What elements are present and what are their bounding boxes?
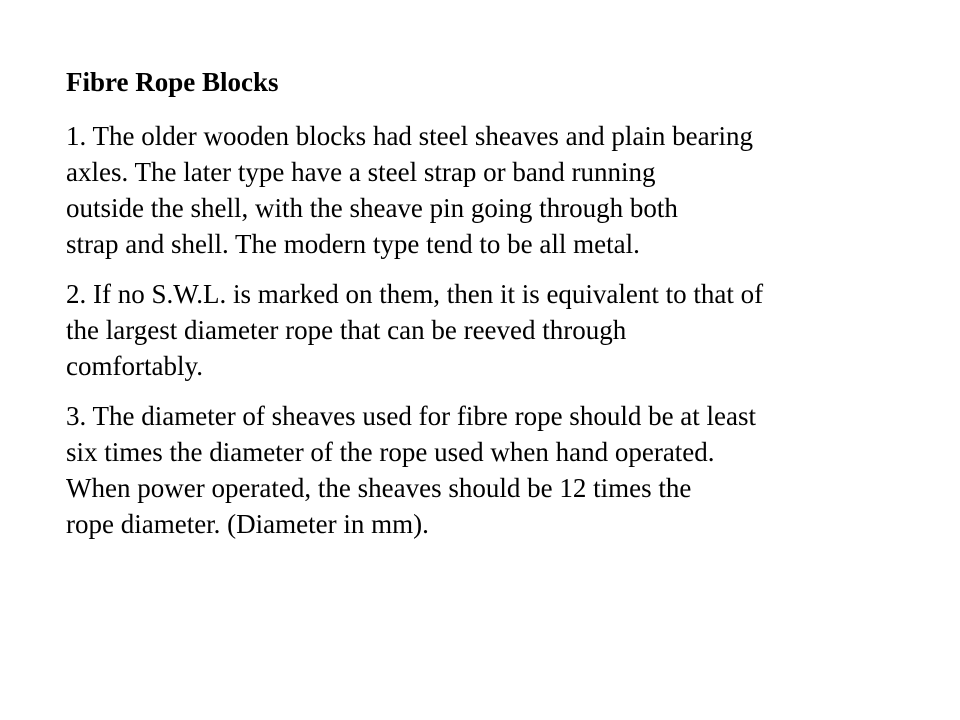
bullet-list xyxy=(66,118,946,556)
list-item-line: comfortably. xyxy=(66,351,203,381)
list-item-2 xyxy=(66,276,946,384)
list-item-line: 2. If no S.W.L. is marked on them, then it is equivalent to that of xyxy=(66,279,764,309)
slide-title: Fibre Rope Blocks xyxy=(66,67,279,97)
list-item-3 xyxy=(66,398,946,542)
list-item-line: 1. The older wooden blocks had steel sheaves and plain bearing xyxy=(66,121,754,151)
list-item-line: the largest diameter rope that can be reeved through xyxy=(66,315,627,345)
list-item-line: axles. The later type have a steel strap or band running xyxy=(66,157,656,187)
list-item-line: rope diameter. (Diameter in mm). xyxy=(66,509,429,539)
list-item-line: 3. The diameter of sheaves used for fibre rope should be at least xyxy=(66,401,757,431)
list-item-line: six times the diameter of the rope used when hand operated. xyxy=(66,437,715,467)
list-item-1 xyxy=(66,118,946,262)
list-item-line: outside the shell, with the sheave pin going through both xyxy=(66,193,678,223)
list-item-line: strap and shell. The modern type tend to be all metal. xyxy=(66,229,640,259)
list-item-line: When power operated, the sheaves should be 12 times the xyxy=(66,473,692,503)
